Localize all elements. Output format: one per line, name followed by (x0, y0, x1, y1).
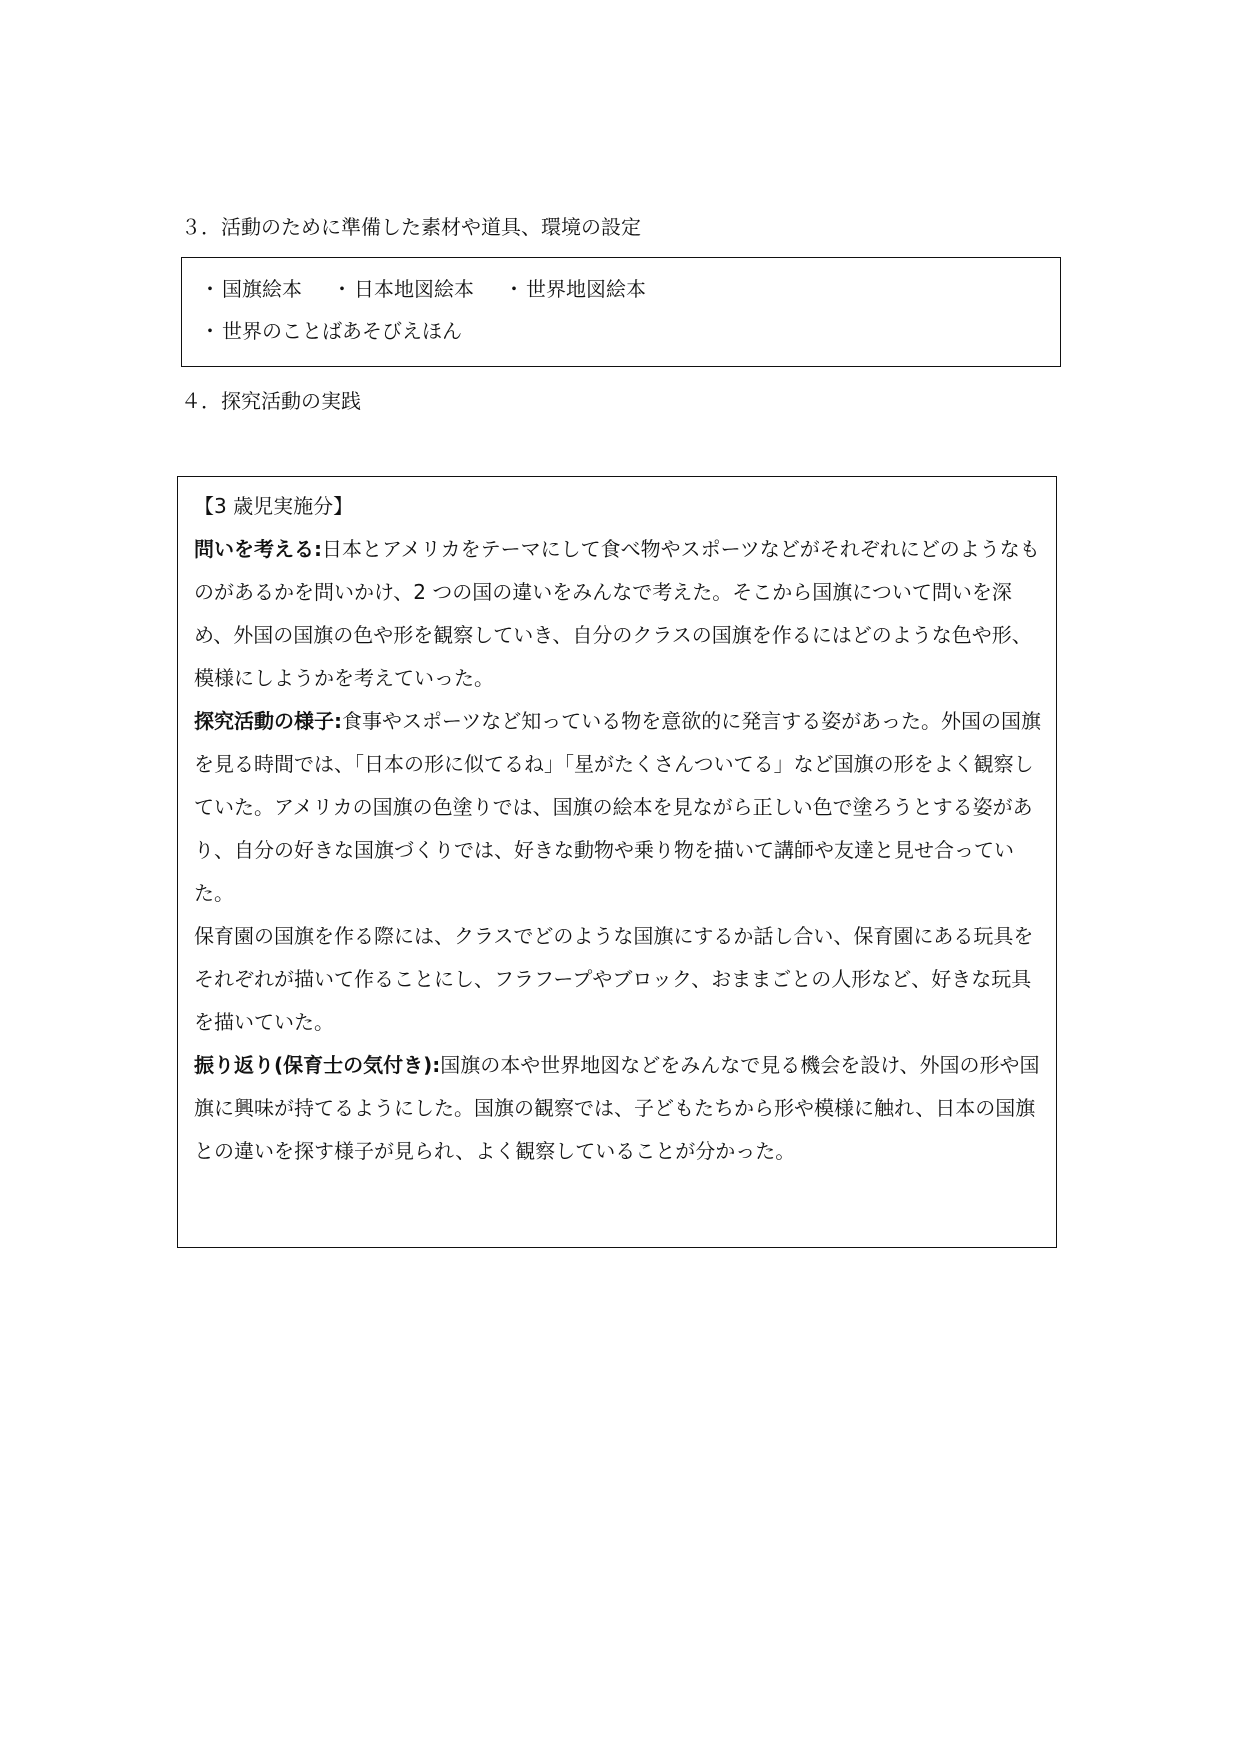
practice-paragraph-activity (194, 700, 1042, 915)
section-4-heading: ４．探究活動の実践 (181, 389, 361, 413)
practice-paragraph-reflection (194, 1044, 1042, 1173)
paragraph-label: 振り返り(保育士の気付き): (194, 1053, 441, 1077)
paragraph-text: 日本とアメリカをテーマにして食べ物やスポーツなどがそれぞれにどのようなものがあるかを問いかけ、2 つの国の違いをみんなで考えた。そこから国旗について問いを深め、外国の国旗の色や形を観察していき、自分のクラスの国旗を作るにはどのような色や形、模様にしようかを考えていった。 (194, 537, 1040, 690)
material-item: ・ 日本地図絵本 (332, 277, 474, 301)
material-item: ・ 世界のことばあそびえほん (200, 319, 462, 343)
paragraph-label: 問いを考える: (194, 537, 322, 561)
practice-subheading: 【3 歳児実施分】 (194, 494, 354, 518)
paragraph-text: 国旗の本や世界地図などをみんなで見る機会を設け、外国の形や国旗に興味が持てるようにした。国旗の観察では、子どもたちから形や模様に触れ、日本の国旗との違いを探す様子が見られ、よく観察していることが分かった。 (194, 1053, 1040, 1163)
practice-box (177, 476, 1057, 1248)
materials-row-1 (200, 268, 1042, 310)
practice-paragraph-questions (194, 528, 1042, 700)
paragraph-text: 食事やスポーツなど知っている物を意欲的に発言する姿があった。外国の国旗を見る時間では、「日本の形に似てるね」「星がたくさんついてる」など国旗の形をよく観察していた。アメリカの国旗の色塗りでは、国旗の絵本を見ながら正しい色で塗ろうとする姿があり、自分の好きな国旗づくりでは、好きな動物や乗り物を描いて講師や友達と見せ合っていた。 (194, 709, 1041, 905)
materials-row-2 (200, 310, 1042, 352)
materials-box (181, 257, 1061, 367)
material-item: ・ 世界地図絵本 (504, 277, 646, 301)
material-item: ・ 国旗絵本 (200, 277, 302, 301)
section-3-heading: ３．活動のために準備した素材や道具、環境の設定 (181, 215, 641, 239)
practice-paragraph-flag-making: 保育園の国旗を作る際には、クラスでどのような国旗にするか話し合い、保育園にある玩具をそれぞれが描いて作ることにし、フラフープやブロック、おままごとの人形など、好きな玩具を描いていた。 (194, 924, 1034, 1034)
paragraph-label: 探究活動の様子: (194, 709, 342, 733)
